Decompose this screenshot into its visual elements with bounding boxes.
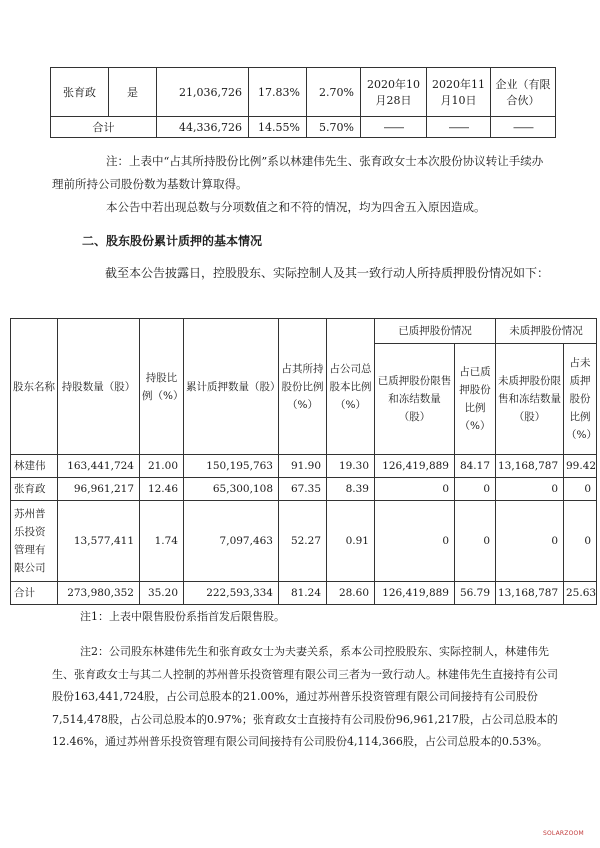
cell-u-restricted: 0	[496, 501, 564, 582]
cell-shares: 21,036,726	[157, 68, 249, 117]
cell-p-restricted: 126,419,889	[375, 582, 455, 605]
cell-shares: 44,336,726	[157, 117, 249, 138]
cell-name: 合计	[11, 582, 58, 605]
cell-pct-total: 0.91	[327, 501, 375, 582]
cell-pledgee: 企业（有限合伙）	[491, 68, 556, 117]
header-shares: 持股数量（股）	[58, 319, 140, 455]
cell-pledged: 222,593,334	[184, 582, 279, 605]
cell-pledgee: ——	[491, 117, 556, 138]
cell-name: 张育政	[51, 68, 109, 117]
cell-name: 苏州普乐投资管理有限公司	[11, 501, 58, 582]
table-row-total	[51, 117, 556, 138]
cell-p-ratio: 56.79	[455, 582, 496, 605]
cell-controller: 是	[109, 68, 157, 117]
cell-p-ratio: 0	[455, 501, 496, 582]
table-row-total	[11, 582, 597, 605]
cell-p-ratio: 0	[455, 478, 496, 501]
pledge-detail-table	[50, 67, 556, 138]
table-row	[11, 478, 597, 501]
section-heading: 二、股东股份累计质押的基本情况	[82, 234, 263, 248]
cell-pct-total: 28.60	[327, 582, 375, 605]
cell-p-restricted: 126,419,889	[375, 455, 455, 478]
cell-pct-own: 67.35	[279, 478, 327, 501]
cell-p-restricted: 0	[375, 478, 455, 501]
cell-pledged: 7,097,463	[184, 501, 279, 582]
cell-ratio: 12.46	[140, 478, 184, 501]
cell-ratio: 21.00	[140, 455, 184, 478]
cell-pledged: 65,300,108	[184, 478, 279, 501]
cell-shares: 273,980,352	[58, 582, 140, 605]
footnote-2: 注2：公司股东林建伟先生和张育政女士为夫妻关系，系本公司控股股东、实际控制人，林建伟先生、张育政女士与其二人控制的苏州普乐投资管理有限公司三者为一致行动人。林建伟先生直接持有公司股份163,441,724股，占公司总股本的21.00%，通过苏州普乐投资管理有限公司间接持有公司股份7,514,478股，占公司总股本的0.97%；张育政女士直接持有公司股份96,961,217股，占公司总股本的12.46%，通过苏州普乐投资管理有限公司间接持有公司股份4,114,366股，占公司总股本的0.53%。	[52, 645, 558, 748]
cell-start-date: ——	[361, 117, 427, 138]
header-pledged: 累计质押数量（股）	[184, 319, 279, 455]
table-row	[11, 501, 597, 582]
watermark: SOLARZOOM	[543, 830, 584, 837]
cumulative-pledge-table	[10, 318, 597, 605]
header-shareholder: 股东名称	[11, 319, 58, 455]
footnote-1: 注1：上表中限售股份系指首发后限售股。	[80, 610, 285, 623]
header-unpledged-ratio: 占未质押股份比例（%）	[564, 344, 597, 455]
header-pledged-restricted: 已质押股份限售和冻结数量（股）	[375, 344, 455, 455]
cell-pledged: 150,195,763	[184, 455, 279, 478]
cell-pct-total: 19.30	[327, 455, 375, 478]
header-pledged-group: 已质押股份情况	[375, 319, 496, 344]
cell-start-date: 2020年10月28日	[361, 68, 427, 117]
header-row-1	[11, 319, 597, 344]
cell-pct-total: 2.70%	[307, 68, 361, 117]
cell-p-ratio: 84.17	[455, 455, 496, 478]
table-row	[51, 68, 556, 117]
header-pct-total: 占公司总股本比例（%）	[327, 319, 375, 455]
cell-shares: 13,577,411	[58, 501, 140, 582]
cell-u-restricted: 0	[496, 478, 564, 501]
cell-total-label: 合计	[51, 117, 157, 138]
cell-ratio: 35.20	[140, 582, 184, 605]
cell-pct-holding: 14.55%	[249, 117, 307, 138]
cell-pct-holding: 17.83%	[249, 68, 307, 117]
rounding-note: 本公告中若出现总数与分项数值之和不符的情况，均为四舍五入原因造成。	[106, 200, 486, 214]
header-ratio: 持股比例（%）	[140, 319, 184, 455]
cell-end-date: 2020年11月10日	[427, 68, 491, 117]
cell-pct-total: 8.39	[327, 478, 375, 501]
cell-u-restricted: 13,168,787	[496, 455, 564, 478]
cell-u-restricted: 13,168,787	[496, 582, 564, 605]
cell-ratio: 1.74	[140, 501, 184, 582]
cell-pct-total: 5.70%	[307, 117, 361, 138]
cell-shares: 96,961,217	[58, 478, 140, 501]
header-unpledged-restricted: 未质押股份限售和冻结数量（股）	[496, 344, 564, 455]
cell-pct-own: 81.24	[279, 582, 327, 605]
cell-u-ratio: 25.63	[564, 582, 597, 605]
cell-end-date: ——	[427, 117, 491, 138]
cell-name: 张育政	[11, 478, 58, 501]
cell-pct-own: 91.90	[279, 455, 327, 478]
header-unpledged-group: 未质押股份情况	[496, 319, 597, 344]
cell-name: 林建伟	[11, 455, 58, 478]
table-note: 注：上表中“占其所持股份比例”系以林建伟先生、张育政女士本次股份协议转让手续办理前所持公司股份数为基数计算取得。	[52, 154, 544, 191]
cell-u-ratio: 99.42	[564, 455, 597, 478]
cell-u-ratio: 0	[564, 501, 597, 582]
cell-shares: 163,441,724	[58, 455, 140, 478]
intro-paragraph: 截至本公告披露日，控股股东、实际控制人及其一致行动人所持质押股份情况如下：	[105, 266, 550, 280]
table-row	[11, 455, 597, 478]
cell-u-ratio: 0	[564, 478, 597, 501]
cell-p-restricted: 0	[375, 501, 455, 582]
header-pledged-ratio: 占已质押股份比例（%）	[455, 344, 496, 455]
header-pct-own: 占其所持股份比例（%）	[279, 319, 327, 455]
cell-pct-own: 52.27	[279, 501, 327, 582]
